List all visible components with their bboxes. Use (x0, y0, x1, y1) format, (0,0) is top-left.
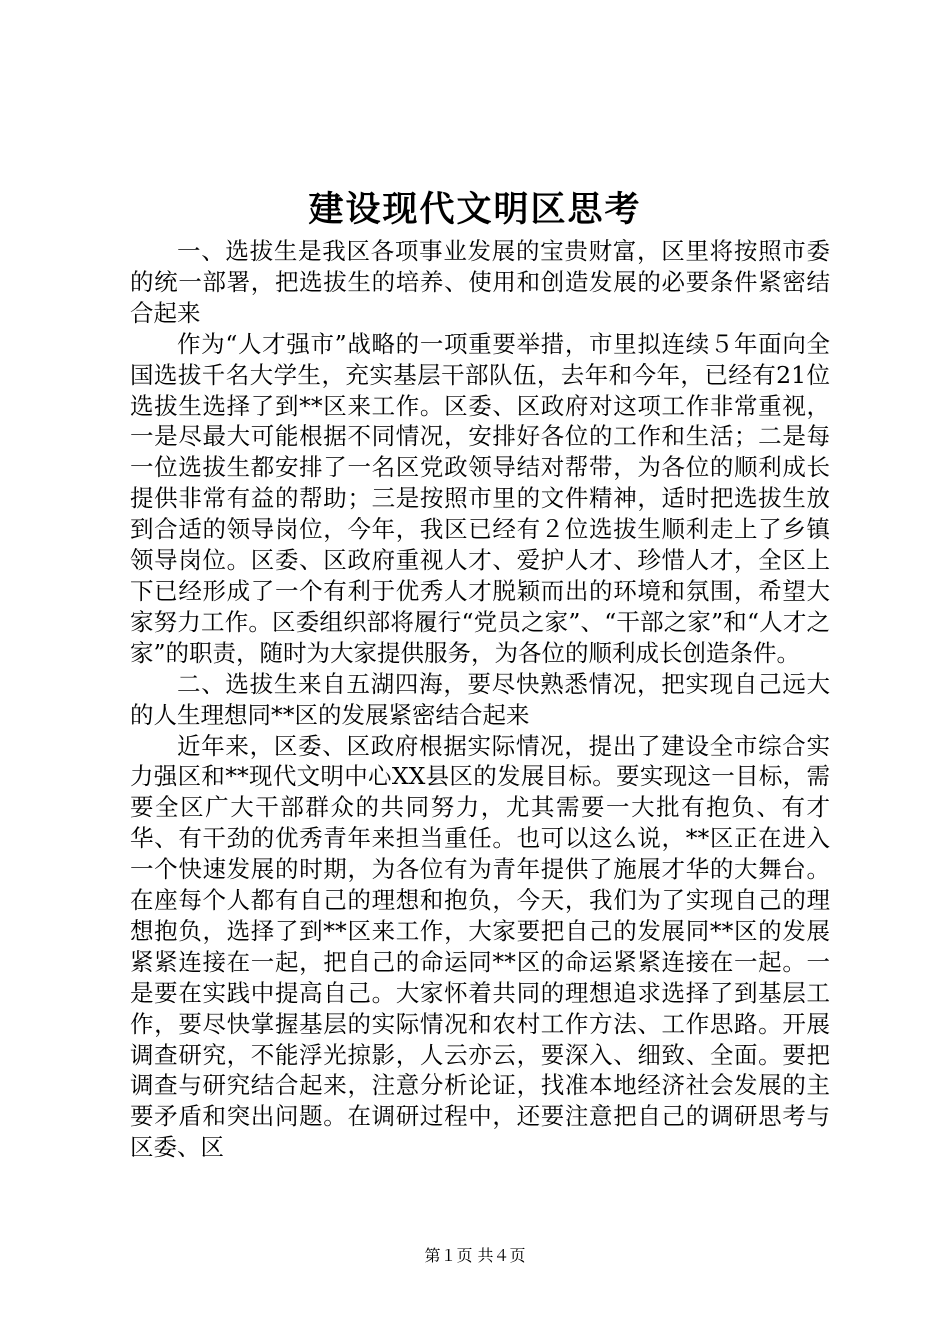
page-number-footer: 第１页 共４页 (424, 1246, 526, 1265)
paragraph-section-two-heading: 二、选拔生来自五湖四海，要尽快熟悉情况，把实现自己远大的人生理想同**区的发展紧密结合起来 (130, 669, 830, 729)
paragraph-section-one-body: 作为“人才强市”战略的一项重要举措，市里拟连续５年面向全国选拔千名大学生，充实基层干部队伍，去年和今年，已经有21位选拔生选择了到**区来工作。区委、区政府对这项工作非常重视，一是尽最大可能根据不同情况，安排好各位的工作和生活；二是每一位选拔生都安排了一名区党政领导结对帮带，为各位的顺利成长提供非常有益的帮助；三是按照市里的文件精神，适时把选拔生放到合适的领导岗位，今年，我区已经有２位选拔生顺利走上了乡镇领导岗位。区委、区政府重视人才、爱护人才、珍惜人才，全区上下已经形成了一个有利于优秀人才脱颖而出的环境和氛围，希望大家努力工作。区委组织部将履行“党员之家”、“干部之家”和“人才之家”的职责，随时为大家提供服务，为各位的顺利成长创造条件。 (130, 329, 830, 667)
document-title: 建设现代文明区思考 (308, 189, 642, 230)
paragraph-section-one-heading: 一、选拔生是我区各项事业发展的宝贵财富，区里将按照市委的统一部署，把选拔生的培养、使用和创造发展的必要条件紧密结合起来 (130, 237, 830, 327)
document-body (130, 236, 830, 1163)
paragraph-section-two-body: 近年来，区委、区政府根据实际情况，提出了建设全市综合实力强区和**现代文明中心XX县区的发展目标。要实现这一目标，需要全区广大干部群众的共同努力，尤其需要一大批有抱负、有才华、有干劲的优秀青年来担当重任。也可以这么说，**区正在进入一个快速发展的时期，为各位有为青年提供了施展才华的大舞台。在座每个人都有自己的理想和抱负，今天，我们为了实现自己的理想抱负，选择了到**区来工作，大家要把自己的发展同**区的发展紧紧连接在一起，把自己的命运同**区的命运紧紧连接在一起。一是要在实践中提高自己。大家怀着共同的理想追求选择了到基层工作，要尽快掌握基层的实际情况和农村工作方法、工作思路。开展调查研究，不能浮光掠影，人云亦云，要深入、细致、全面。要把调查与研究结合起来，注意分析论证，找准本地经济社会发展的主要矛盾和突出问题。在调研过程中，还要注意把自己的调研思考与区委、区 (130, 731, 830, 1162)
